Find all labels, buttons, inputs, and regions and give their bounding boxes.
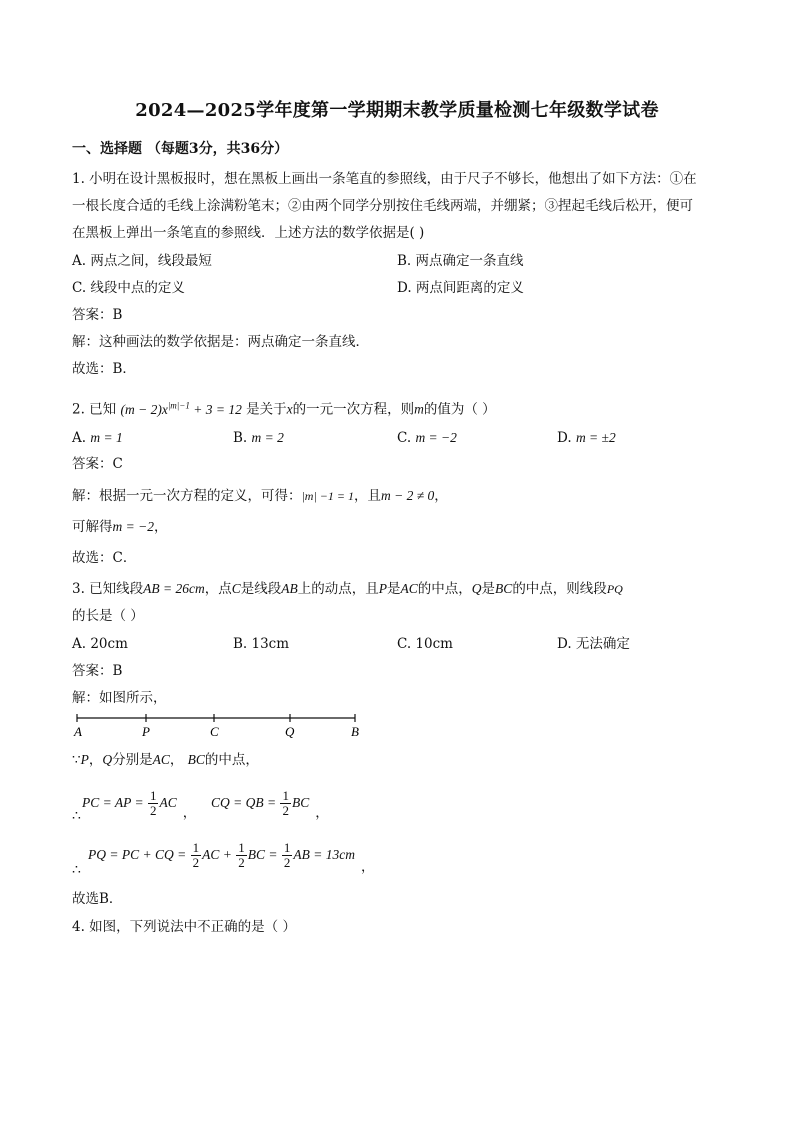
label-q: Q bbox=[285, 724, 295, 739]
q2-solution-eq1: |m| −1 = 1 bbox=[301, 489, 354, 503]
q1-option-a: A. 两点之间，线段最短 bbox=[72, 253, 212, 269]
q3-because bbox=[72, 751, 259, 769]
q2-suffix: 的值为（ ） bbox=[423, 401, 496, 418]
fraction-num: 1 bbox=[282, 788, 289, 804]
q2-eq-exponent: |m|−1 bbox=[167, 400, 190, 410]
fraction-num: 1 bbox=[283, 840, 291, 856]
q2-var-m: m bbox=[414, 401, 424, 417]
q3-segment-pq: PQ bbox=[606, 582, 623, 596]
eq-a-ac: AC bbox=[159, 795, 177, 810]
page-title: 2024—2025学年度第一学期期末教学质量检测七年级数学试卷 bbox=[135, 100, 659, 121]
q3-eq-pq bbox=[88, 838, 374, 884]
q2-option-b bbox=[233, 429, 284, 447]
fraction-num: 1 bbox=[192, 840, 200, 856]
eq-c-bc: BC = bbox=[247, 847, 281, 862]
q2-solution-end: ， bbox=[434, 488, 448, 504]
eq-c-comma: ， bbox=[360, 859, 375, 874]
eq-a-comma: ， bbox=[182, 805, 197, 820]
q4-line1: 4. 如图，下列说法中不正确的是（ ） bbox=[72, 919, 296, 935]
q2-option-d-label: D. bbox=[557, 430, 572, 446]
q2-option-a bbox=[72, 429, 123, 447]
q2-solution2-eq: m = −2 bbox=[112, 519, 154, 534]
q2-solution-prefix: 解：根据一元一次方程的定义，可得： bbox=[72, 488, 302, 504]
q2-solution2-prefix: 可解得 bbox=[72, 519, 113, 535]
q2-mid: 是关于 bbox=[246, 401, 287, 418]
fraction-den: 2 bbox=[283, 855, 291, 871]
q1-line3: 在黑板上弹出一条笔直的参照线．上述方法的数学依据是( ) bbox=[72, 225, 425, 241]
q2-var-x: x bbox=[286, 401, 293, 417]
q3-segment-ac: AC bbox=[400, 581, 418, 596]
q3-part3: 是线段 bbox=[240, 581, 282, 597]
q3-point-c: C bbox=[231, 581, 241, 596]
fraction-den: 2 bbox=[192, 855, 200, 871]
q3-answer: 答案：B bbox=[72, 663, 123, 679]
q2-option-c-value: m = −2 bbox=[415, 430, 457, 445]
because-mid: 分别是 bbox=[112, 752, 153, 768]
q3-option-a: A. 20cm bbox=[72, 636, 128, 652]
q2-option-c-label: C. bbox=[397, 430, 412, 446]
because-point-p: P bbox=[80, 752, 89, 767]
q3-option-d: D. 无法确定 bbox=[557, 636, 630, 652]
fraction-den: 2 bbox=[282, 803, 289, 819]
q3-segment-ab: AB bbox=[281, 581, 298, 596]
q3-part5: 是 bbox=[387, 581, 401, 597]
q2-option-b-label: B. bbox=[233, 430, 248, 446]
q2-solution2 bbox=[72, 518, 167, 536]
fraction-half-a bbox=[148, 789, 159, 818]
q3-part2: ，点 bbox=[204, 581, 232, 597]
q3-point-q: Q bbox=[471, 581, 482, 596]
because-symbol: ∵ bbox=[72, 752, 81, 768]
because-end: 的中点， bbox=[204, 752, 259, 768]
q2-choose: 故选：C． bbox=[72, 550, 137, 566]
q2-prefix: 2. 已知 bbox=[72, 401, 117, 418]
fraction-num: 1 bbox=[149, 788, 157, 804]
label-b: B bbox=[351, 724, 359, 739]
q3-stem bbox=[72, 580, 623, 598]
q3-segment-bc: BC bbox=[495, 581, 513, 596]
q2-eq-rest: + 3 = 12 bbox=[189, 401, 242, 417]
eq-c-ab: AB = 13cm bbox=[293, 847, 355, 862]
q2-stem bbox=[72, 396, 496, 419]
q2-answer: 答案：C bbox=[72, 456, 123, 472]
q3-option-c: C. 10cm bbox=[397, 636, 453, 652]
q1-answer: 答案：B bbox=[72, 307, 123, 323]
q2-solution2-end: ， bbox=[153, 519, 168, 535]
q3-part6: 的中点， bbox=[417, 581, 472, 597]
q2-option-a-value: m = 1 bbox=[90, 430, 123, 445]
q3-eq-ab: AB = 26cm bbox=[143, 581, 205, 596]
q1-choose: 故选：B． bbox=[72, 361, 136, 377]
q1-line1: 1. 小明在设计黑板报时，想在黑板上画出一条笔直的参照线，由于尺子不够长，他想出了如下方法：①在 bbox=[72, 171, 697, 187]
q2-solution-mid: ，且 bbox=[353, 488, 381, 504]
q3-point-p: P bbox=[378, 581, 388, 596]
q3-part8: 的中点，则线段 bbox=[512, 581, 607, 597]
label-p: P bbox=[142, 724, 150, 739]
q3-part7: 是 bbox=[481, 581, 496, 597]
label-c: C bbox=[210, 724, 219, 739]
eq-a-left: PC = AP = bbox=[82, 795, 147, 810]
q2-option-d bbox=[557, 429, 616, 447]
fraction-den: 2 bbox=[238, 855, 245, 871]
q3-eq-half-segments bbox=[82, 786, 329, 830]
q3-solution: 解：如图所示， bbox=[72, 690, 167, 706]
fraction-half-c1 bbox=[191, 841, 202, 870]
q1-option-c: C. 线段中点的定义 bbox=[72, 280, 185, 296]
q2-option-d-value: m = ±2 bbox=[575, 430, 616, 445]
q2-eq-base: (m − 2)x bbox=[120, 401, 168, 417]
q1-line2: 一根长度合适的毛线上涂满粉笔末；②由两个同学分别按住毛线两端，并绷紧；③捏起毛线后松开，便可 bbox=[72, 198, 693, 214]
therefore-symbol-1: ∴ bbox=[72, 808, 81, 824]
q2-mid2: 的一元一次方程，则 bbox=[292, 401, 415, 418]
q2-option-c bbox=[397, 429, 457, 447]
fraction-half-b bbox=[280, 789, 291, 818]
eq-c-left: PQ = PC + CQ = bbox=[88, 847, 190, 862]
because-point-q: Q bbox=[102, 752, 113, 767]
q3-part1: 3. 已知线段 bbox=[72, 581, 144, 597]
fraction-num: 1 bbox=[238, 840, 245, 856]
q2-option-a-label: A. bbox=[72, 430, 87, 446]
q2-option-b-value: m = 2 bbox=[251, 430, 284, 445]
segment-diagram bbox=[72, 712, 372, 742]
q3-choose: 故选B． bbox=[72, 891, 123, 907]
label-a: A bbox=[74, 724, 82, 739]
therefore-symbol-2: ∴ bbox=[72, 862, 81, 878]
q3-line2: 的长是（ ） bbox=[72, 608, 144, 624]
eq-b-bc: BC bbox=[291, 795, 310, 810]
q3-part4: 上的动点，且 bbox=[297, 581, 379, 597]
section-heading: 一、选择题 （每题3分，共36分） bbox=[72, 141, 289, 157]
because-segment-ac: AC bbox=[152, 752, 170, 767]
fraction-half-c3 bbox=[282, 841, 293, 870]
q2-solution bbox=[72, 487, 448, 505]
eq-b-left: CQ = QB = bbox=[211, 795, 280, 810]
eq-b-comma: ， bbox=[315, 805, 329, 820]
q1-option-b: B. 两点确定一条直线 bbox=[397, 253, 524, 269]
because-segment-bc: BC bbox=[187, 752, 205, 767]
because-comma: ， bbox=[169, 752, 184, 768]
q1-solution: 解：这种画法的数学依据是：两点确定一条直线． bbox=[72, 334, 369, 350]
q3-option-b: B. 13cm bbox=[233, 636, 290, 652]
q2-equation bbox=[120, 402, 241, 417]
because-separator: ， bbox=[88, 752, 103, 768]
eq-c-ac: AC + bbox=[202, 847, 236, 862]
q1-option-d: D. 两点间距离的定义 bbox=[397, 280, 524, 296]
fraction-half-c2 bbox=[236, 841, 247, 870]
q2-solution-eq2: m − 2 ≠ 0 bbox=[380, 488, 435, 503]
fraction-den: 2 bbox=[149, 803, 157, 819]
